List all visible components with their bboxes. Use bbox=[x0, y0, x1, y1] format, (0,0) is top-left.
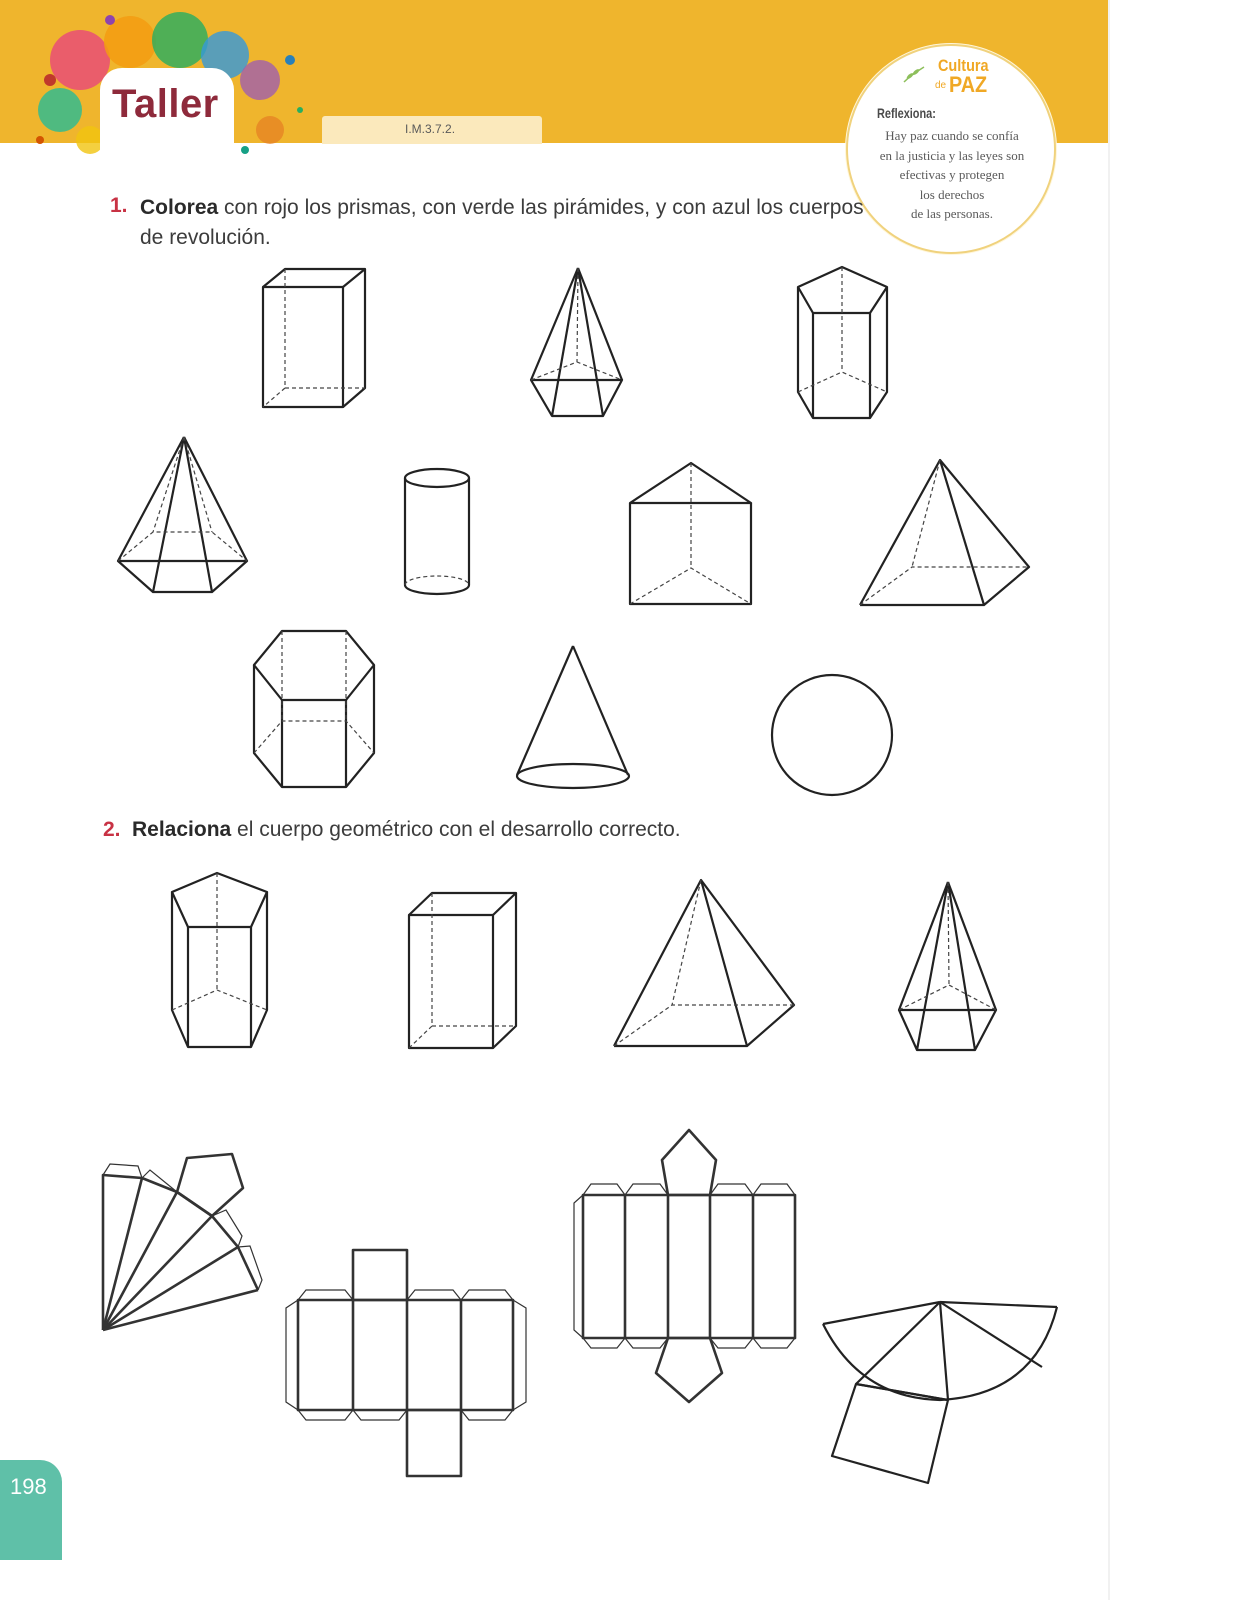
rectangular-prism-icon[interactable] bbox=[409, 893, 516, 1048]
reflexion-line: los derechos bbox=[919, 186, 985, 202]
indicator-code: I.M.3.7.2. bbox=[405, 122, 456, 136]
reflexion-line: efectivas y protegen bbox=[899, 167, 1005, 182]
exercise-1-number: 1. bbox=[110, 194, 128, 217]
rectangular-prism-net-icon[interactable] bbox=[286, 1250, 526, 1476]
square-pyramid-net-icon[interactable] bbox=[823, 1302, 1057, 1483]
page-number: 198 bbox=[10, 1474, 47, 1499]
hexagonal-pyramid-icon[interactable] bbox=[118, 437, 247, 592]
square-pyramid-icon[interactable] bbox=[614, 880, 794, 1046]
reflexion-line: de las personas. bbox=[911, 206, 993, 221]
pentagonal-prism-icon[interactable] bbox=[798, 267, 887, 418]
sphere-icon[interactable] bbox=[772, 675, 892, 795]
paz-label: PAZ bbox=[949, 72, 988, 97]
rectangular-prism-icon[interactable] bbox=[263, 269, 365, 407]
hexagonal-prism-icon[interactable] bbox=[254, 631, 374, 787]
section-title: Taller bbox=[112, 82, 219, 126]
pentagonal-pyramid-icon[interactable] bbox=[899, 882, 996, 1050]
pentagonal-prism-icon[interactable] bbox=[172, 873, 267, 1047]
cultura-label: Cultura bbox=[938, 56, 989, 75]
reflexion-line: Hay paz cuando se confía bbox=[885, 128, 1019, 143]
de-label: de bbox=[935, 80, 947, 91]
square-pyramid-icon[interactable] bbox=[860, 460, 1029, 605]
cone-icon[interactable] bbox=[517, 646, 629, 788]
triangular-prism-icon[interactable] bbox=[630, 463, 751, 604]
exercise-1-verb: Colorea bbox=[140, 196, 219, 219]
exercise-2-verb: Relaciona bbox=[132, 818, 232, 841]
pentagonal-pyramid-net-icon[interactable] bbox=[103, 1154, 262, 1330]
reflexion-line: en la justicia y las leyes son bbox=[879, 147, 1025, 163]
exercise-1-text: con rojo los prismas, con verde las pirámides, y con azul los cuerpos de revolución. bbox=[140, 196, 864, 249]
pentagonal-pyramid-icon[interactable] bbox=[531, 268, 622, 416]
exercise-2-number: 2. bbox=[103, 818, 121, 841]
exercise-2-text: el cuerpo geométrico con el desarrollo correcto. bbox=[231, 818, 681, 841]
cylinder-icon[interactable] bbox=[405, 469, 469, 594]
reflexiona-label: Reflexiona: bbox=[877, 105, 936, 121]
pentagonal-prism-net-icon[interactable] bbox=[574, 1130, 795, 1402]
